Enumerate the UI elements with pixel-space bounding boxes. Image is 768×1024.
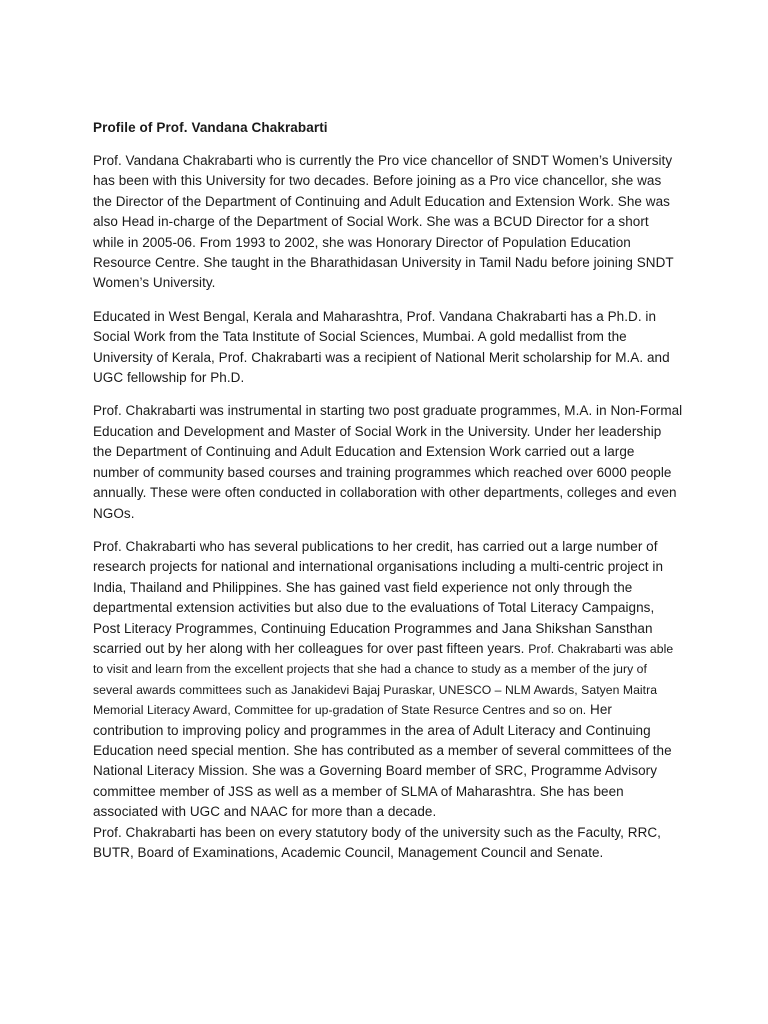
paragraph-statutory-bodies: Prof. Chakrabarti has been on every statutory body of the university such as the Faculty, RRC, BUTR, Board of Examinations, Academic Council, Management Council and Senate. <box>93 824 661 860</box>
paragraph-programmes: Prof. Chakrabarti was instrumental in starting two post graduate programmes, M.A. in Non-Formal Education and Development and Master of Social Work in the University. Under her leadership the Department of Continuing and Adult Education and Extension Work carried out a large number of community based courses and training programmes which reached over 6000 people annually. These were often conducted in collaboration with other departments, colleges and even NGOs. <box>93 403 683 521</box>
paragraph-current-role: Prof. Vandana Chakrabarti who is currently the Pro vice chancellor of SNDT Women’s University has been with this University for two decades. Before joining as a Pro vice chancellor, she was the Director of the Department of Continuing and Adult Education and Extension Work. She was also Head in-charge of the Department of Social Work. She was a BCUD Director for a short while in 2005-06. From 1993 to 2002, she was Honorary Director of Population Education Resource Centre. She taught in the Bharathidasan University in Tamil Nadu before joining SNDT Women’s University. <box>93 153 674 291</box>
paragraph-publications-research: Prof. Chakrabarti who has several publications to her credit, has carried out a large number of research projects for national and international organisations including a multi-centric project in India, Thailand and Philippines. She has gained vast field experience not only through the departmental extension activities but also due to the evaluations of Total Literacy Campaigns, Post Literacy Programmes, Continuing Education Programmes and Jana Shikshan Sansthan scarried out by her along with her colleagues for over past fifteen years. <box>93 538 664 656</box>
paragraph-education: Educated in West Bengal, Kerala and Maharashtra, Prof. Vandana Chakrabarti has a Ph.D. in Social Work from the Tata Institute of Social Sciences, Mumbai. A gold medallist from the University of Kerala, Prof. Chakrabarti was a recipient of National Merit scholarship for M.A. and UGC fellowship for Ph.D. <box>93 308 670 386</box>
paragraph-publications-awards: Prof. Chakrabarti was able to visit and learn from the excellent projects that she had a chance to study as a member of the jury of several awards committees such as Janakidevi Bajaj Puraskar, UNESCO – NLM Awards, Satyen Maitra Memorial Literacy Award, Committee for up-gradation of State Resurce Centres and so on. <box>93 641 674 718</box>
document-page <box>93 118 683 876</box>
paragraph-publications-contribution: Her contribution to improving policy and programmes in the area of Adult Literacy and Continuing Education need special mention. She has contributed as a member of several committees of the National Literacy Mission. She was a Governing Board member of SRC, Programme Advisory committee member of JSS as well as a member of SLMA of Maharashtra. She has been associated with UGC and NAAC for more than a decade. <box>93 702 672 820</box>
paragraph-publications <box>93 537 683 823</box>
document-title: Profile of Prof. Vandana Chakrabarti <box>93 120 328 135</box>
